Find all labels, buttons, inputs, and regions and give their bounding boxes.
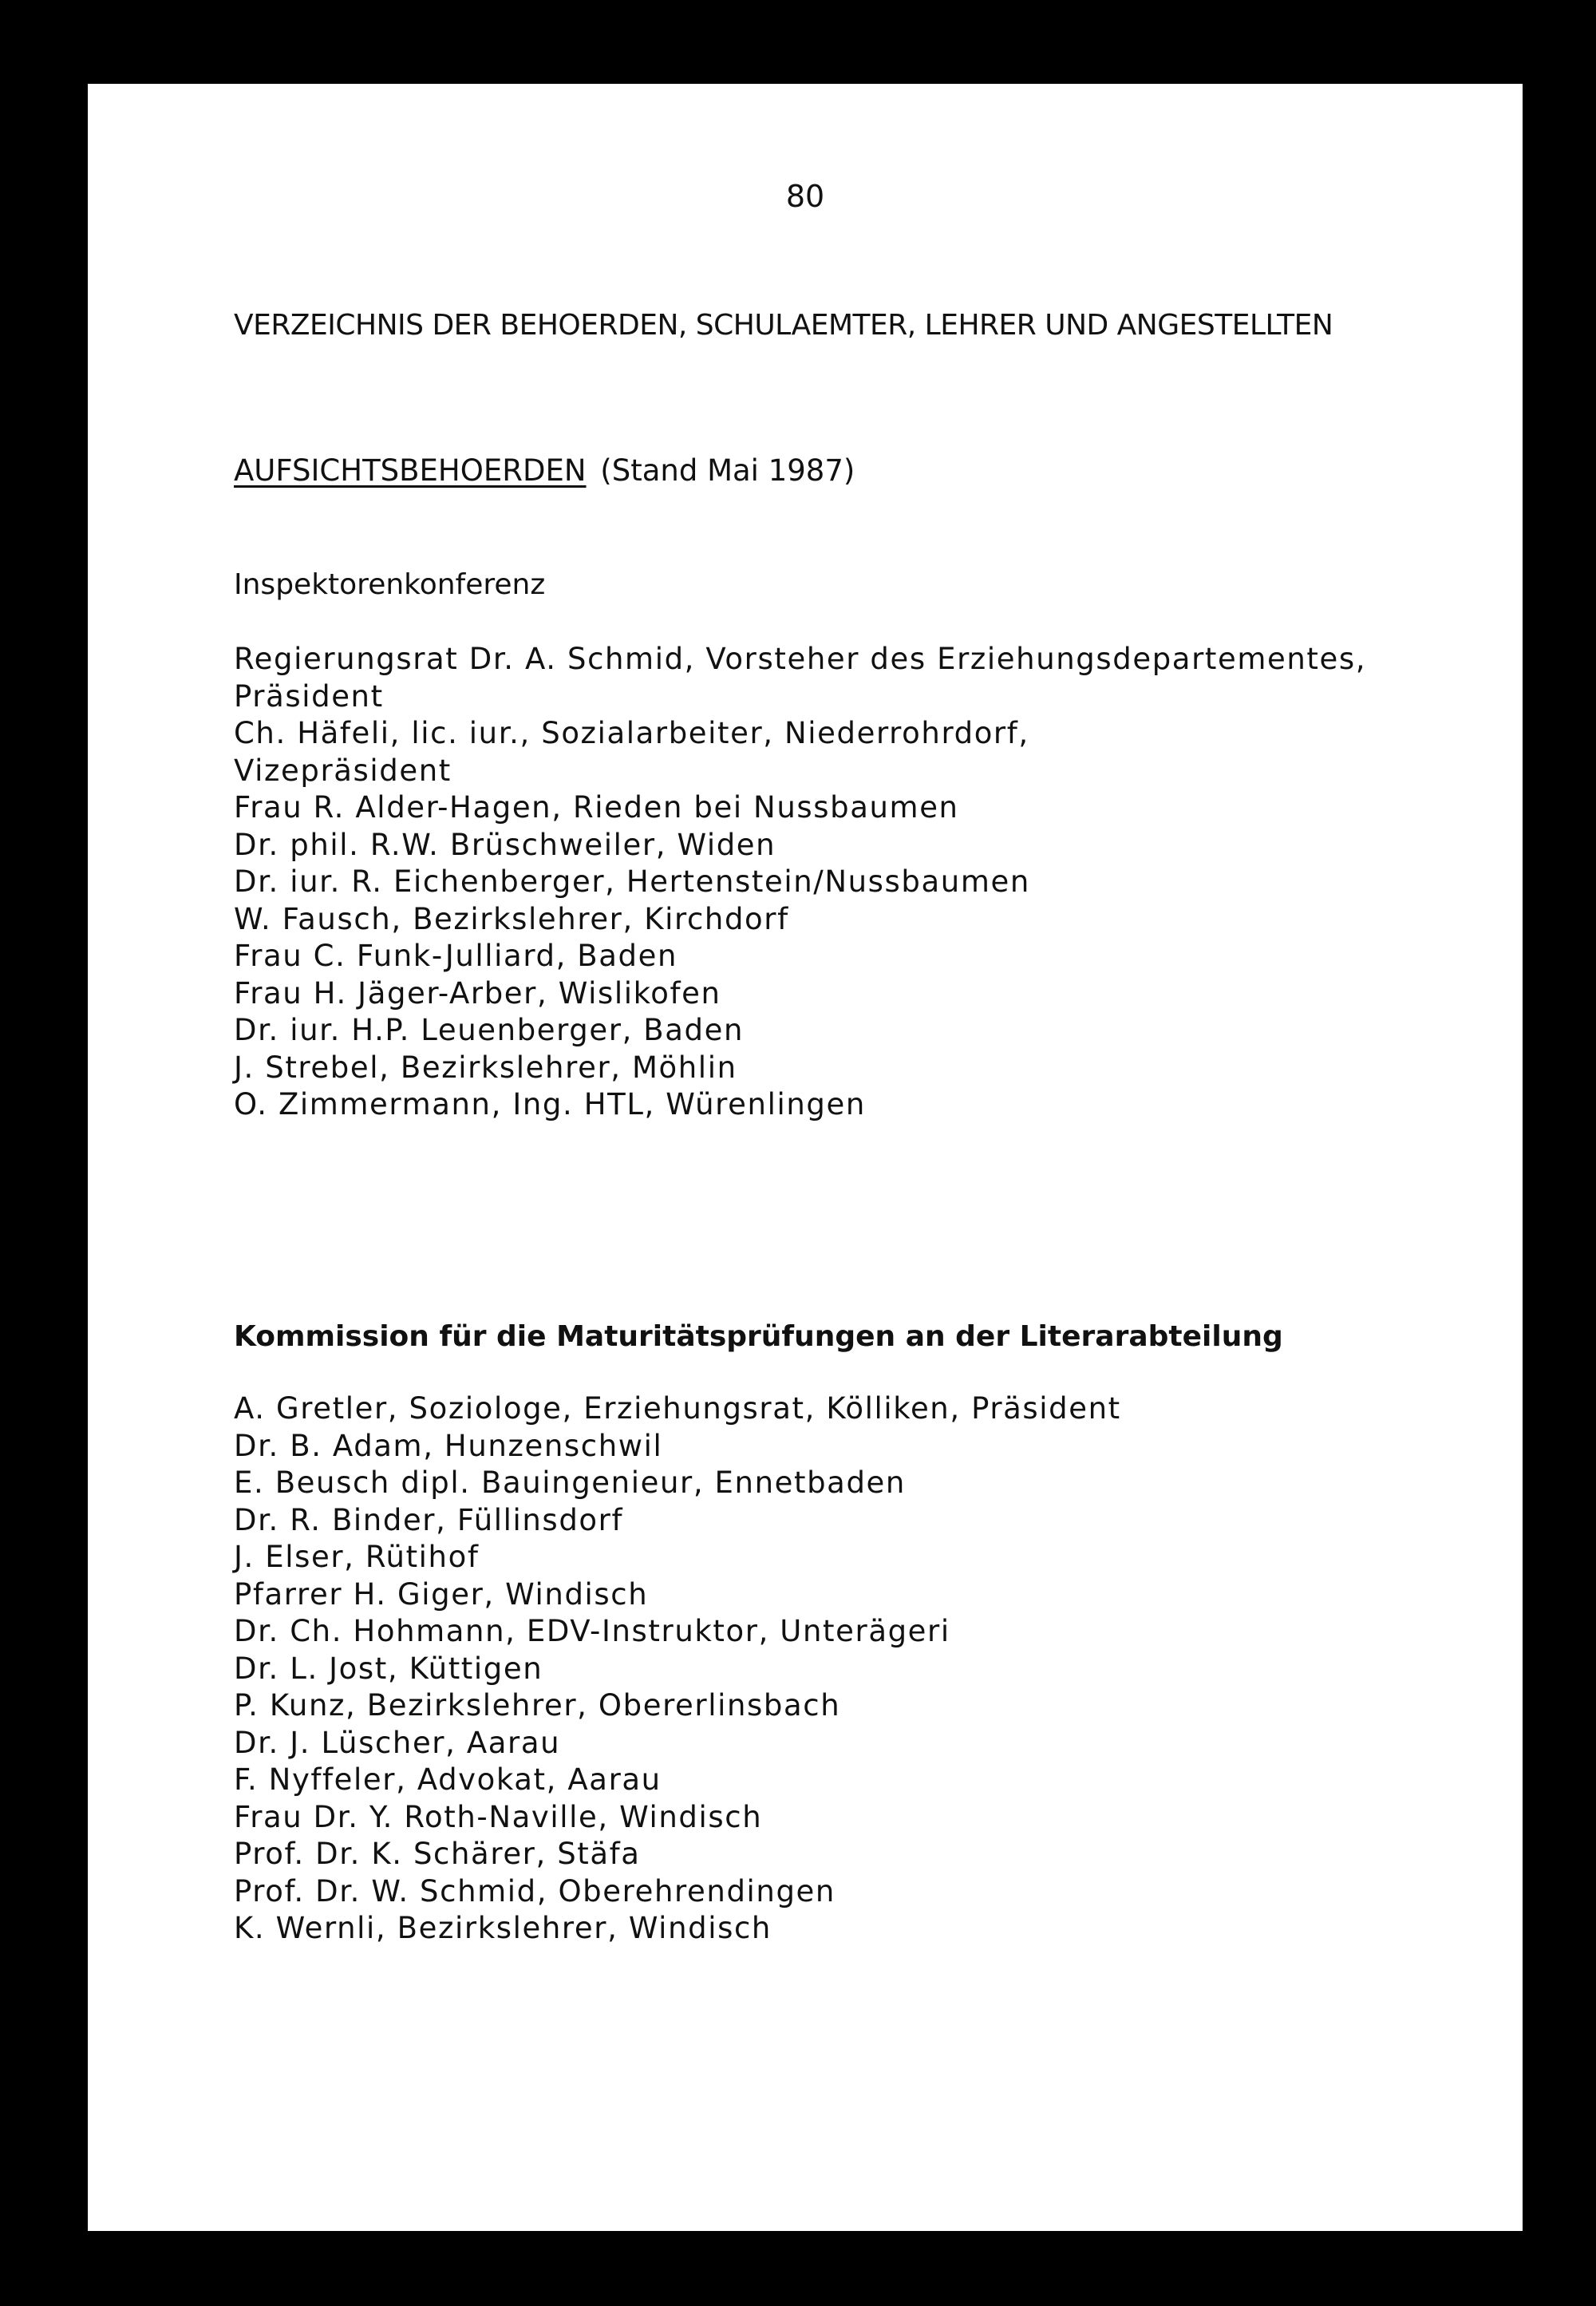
inspektorenkonferenz-heading: Inspektorenkonferenz [234, 568, 546, 601]
section-heading-note: (Stand Mai 1987) [600, 453, 855, 488]
kommission-heading: Kommission für die Maturitätsprüfungen an der Literarabteilung [234, 1320, 1283, 1353]
list-item: Dr. J. Lüscher, Aarau [234, 1725, 561, 1760]
document-page [88, 84, 1523, 2231]
list-item: Präsident [234, 678, 384, 714]
list-item: Frau H. Jäger-Arber, Wislikofen [234, 975, 721, 1011]
list-item: J. Elser, Rütihof [234, 1540, 480, 1574]
list-item: Regierungsrat Dr. A. Schmid, Vorsteher des Erziehungsdepartementes, [234, 642, 1367, 676]
list-item: Dr. iur. R. Eichenberger, Hertenstein/Nussbaumen [234, 864, 1030, 899]
inspektorenkonferenz-member-list [234, 641, 1366, 1124]
page-number: 80 [785, 179, 825, 214]
list-item: Dr. R. Binder, Füllinsdorf [234, 1502, 624, 1537]
list-item: Prof. Dr. W. Schmid, Oberehrendingen [234, 1873, 836, 1908]
list-item: Pfarrer H. Giger, Windisch [234, 1576, 649, 1612]
section-heading [234, 453, 855, 489]
list-item: Vizepräsident [234, 753, 452, 788]
list-item: O. Zimmermann, Ing. HTL, Würenlingen [234, 1087, 866, 1121]
list-item: Dr. Ch. Hohmann, EDV-Instruktor, Unterägeri [234, 1614, 950, 1648]
list-item: K. Wernli, Bezirkslehrer, Windisch [234, 1911, 772, 1945]
section-heading-label: AUFSICHTSBEHOERDEN [234, 453, 587, 488]
list-item: E. Beusch dipl. Bauingenieur, Ennetbaden [234, 1465, 906, 1500]
list-item: Ch. Häfeli, lic. iur., Sozialarbeiter, Niederrohrdorf, [234, 716, 1029, 750]
list-item: Frau Dr. Y. Roth-Naville, Windisch [234, 1799, 763, 1834]
list-item: Prof. Dr. K. Schärer, Stäfa [234, 1837, 641, 1871]
list-item: Dr. B. Adam, Hunzenschwil [234, 1428, 663, 1463]
list-item: F. Nyffeler, Advokat, Aarau [234, 1762, 662, 1797]
list-item: Dr. phil. R.W. Brüschweiler, Widen [234, 827, 776, 862]
list-item: P. Kunz, Bezirkslehrer, Obererlinsbach [234, 1688, 841, 1723]
list-item: Frau R. Alder-Hagen, Rieden bei Nussbaumen [234, 790, 959, 825]
list-item: W. Fausch, Bezirkslehrer, Kirchdorf [234, 901, 789, 936]
list-item: Frau C. Funk-Julliard, Baden [234, 939, 678, 973]
list-item: Dr. L. Jost, Küttigen [234, 1651, 543, 1686]
list-item: J. Strebel, Bezirkslehrer, Möhlin [234, 1050, 737, 1085]
kommission-member-list [234, 1390, 1121, 1948]
document-title: VERZEICHNIS DER BEHOERDEN, SCHULAEMTER, LEHRER UND ANGESTELLTEN [234, 309, 1333, 342]
list-item: A. Gretler, Soziologe, Erziehungsrat, Kölliken, Präsident [234, 1391, 1121, 1426]
list-item: Dr. iur. H.P. Leuenberger, Baden [234, 1013, 745, 1047]
